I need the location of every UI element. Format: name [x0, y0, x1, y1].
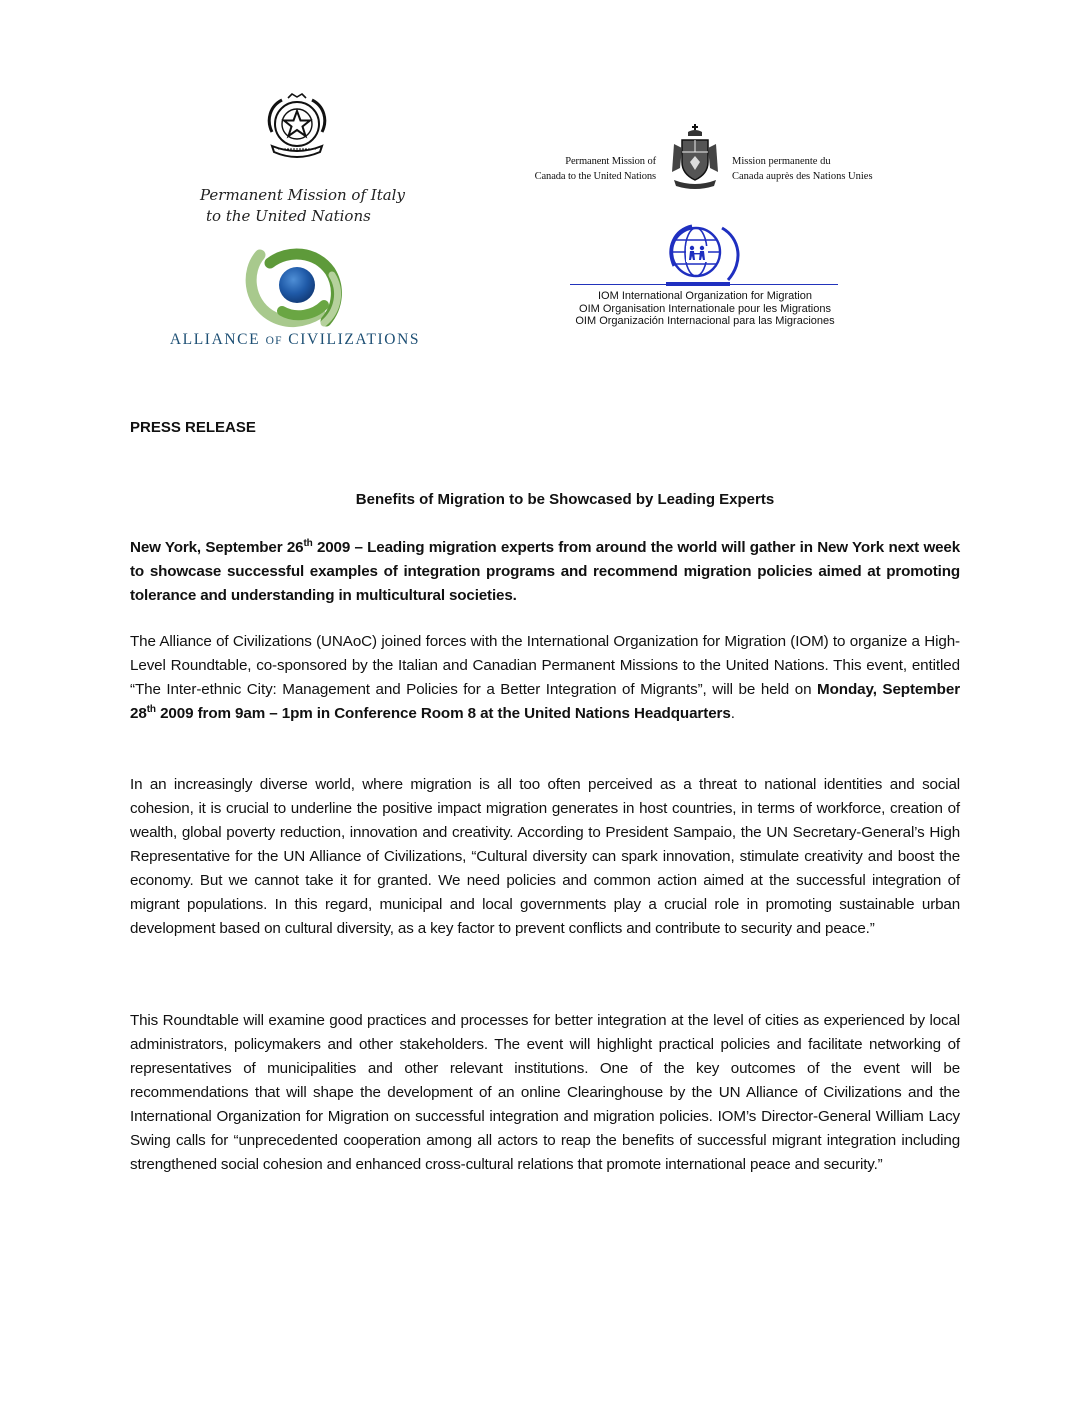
iom-rule-accent: [666, 282, 730, 286]
aoc-word-of: OF: [265, 335, 283, 347]
aoc-word-civilizations: CIVILIZATIONS: [288, 331, 421, 348]
paragraph-roundtable-outcomes: This Roundtable will examine good practices and processes for better integration at the level of cities as experienced by local administrators, policymakers and other stakeholders. The event will highlight practical policies and facilitate networking of representatives of municipalities and other relevant institutions. One of the key outcomes of the event will be recommendations that will shape the development of an online Clearinghouse by the UN Alliance of Civilizations and the International Organization for Migration on successful integration and migration policies. IOM’s Director-General William Lacy Swing calls for “unprecedented cooperation among all actors to reap the benefits of successful migrant integration including strengthened social cohesion and enhanced cross-cultural relations that promote international peace and security.”: [130, 1012, 960, 1173]
italy-caption-line2: to the United Nations: [206, 207, 371, 225]
iom-globe-logo-icon: [664, 222, 764, 284]
para1-text: The Alliance of Civilizations (UNAoC) joined forces with the International Organization for Migration (IOM) to organize a High-Level Roundtable, co-sponsored by the Italian and Canadian Permanent Missions to the United Nations. This event, entitled “The Inter-ethnic City: Management and Policies for a Better Integration of Migrants”, will be held on: [130, 633, 960, 698]
iom-name-fr: OIM Organisation Internationale pour les Migrations: [579, 302, 831, 315]
headline: Benefits of Migration to be Showcased by Leading Experts: [355, 491, 775, 508]
canada-mission-english: [490, 154, 656, 184]
iom-name-es: OIM Organización Internacional para las Migraciones: [575, 315, 835, 328]
para1-end: .: [730, 705, 735, 722]
press-release-label: PRESS RELEASE: [130, 419, 256, 436]
lead-dateline: New York, September 26: [130, 539, 304, 556]
lead-text: 2009 – Leading migration experts from around the world will gather in New York next week to showcase successful examples of integration programs and recommend migration policies aimed at promoting tolerance and understanding in multicultural societies.: [130, 539, 961, 604]
canada-fr-line1: Mission permanente du: [732, 156, 831, 167]
italian-republic-emblem-icon: [258, 92, 336, 164]
iom-name-en: IOM International Organization for Migration: [598, 290, 812, 302]
italy-mission-caption: [200, 185, 460, 227]
canada-mission-french: [732, 154, 902, 184]
canada-coat-of-arms-icon: [668, 122, 722, 190]
canada-en-line2: Canada to the United Nations: [534, 171, 656, 182]
paragraph-event-details: [130, 630, 960, 726]
lead-paragraph: [130, 536, 960, 608]
paragraph-sampaio-quote: In an increasingly diverse world, where migration is all too often perceived as a threat to national identities and social cohesion, it is crucial to underline the positive impact migration generates in host countries, in terms of workforce, creation of wealth, global poverty reduction, innovation and creativity. According to President Sampaio, the UN Secretary-General’s High Representative for the UN Alliance of Civilizations, “Cultural diversity can spark innovation, stimulate creativity and boost the economy. But we cannot take it for granted. We need policies and common action aimed at the successful integration of migrant populations. In this regard, municipal and local governments play a crucial role in promoting sustainable urban development based on cultural diversity, as a key factor to prevent conflicts and contribute to security and peace.”: [130, 776, 960, 937]
event-date: Monday, September 28: [130, 681, 961, 722]
canada-en-line1: Permanent Mission of: [565, 156, 656, 167]
lead-dateline-suffix: th: [303, 537, 313, 549]
italy-caption-line1: Permanent Mission of Italy: [200, 186, 405, 204]
canada-fr-line2: Canada auprès des Nations Unies: [732, 171, 873, 182]
iom-name-block: [560, 290, 850, 328]
alliance-of-civilizations-logo-icon: [240, 245, 350, 330]
alliance-of-civilizations-wordmark: [150, 331, 440, 349]
event-date-suffix: th: [146, 703, 156, 715]
event-time-location: 2009 from 9am – 1pm in Conference Room 8 at the United Nations Headquarters: [155, 705, 731, 722]
aoc-word-alliance: ALLIANCE: [169, 331, 261, 348]
